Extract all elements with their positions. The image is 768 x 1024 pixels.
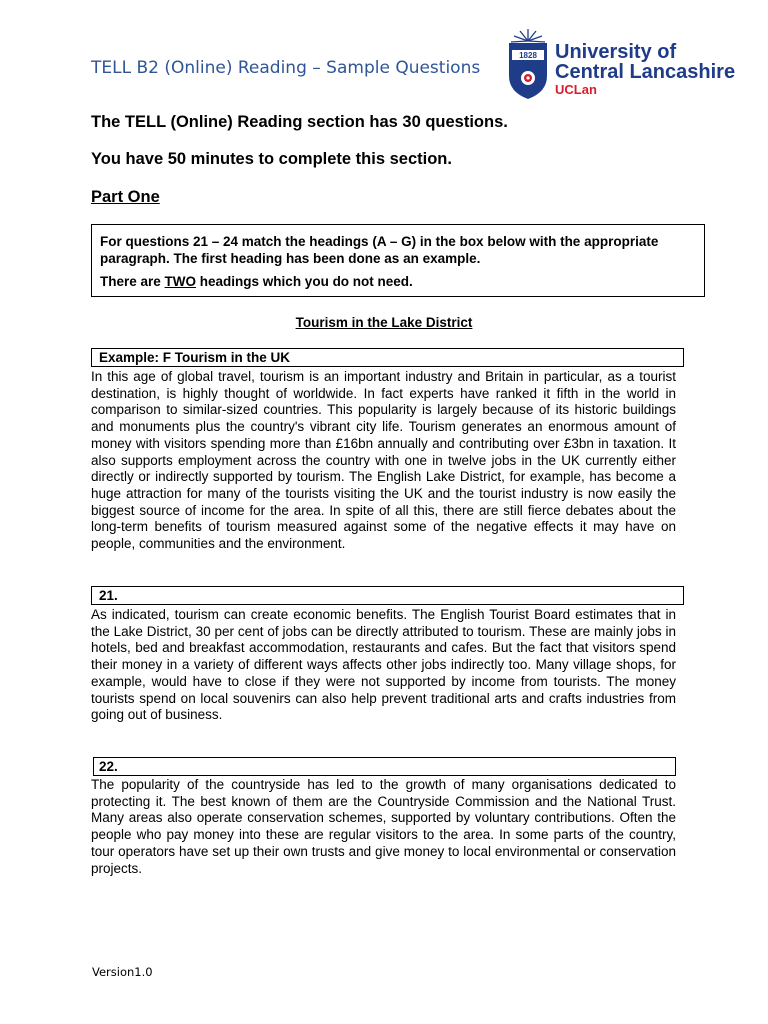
instructions-note-after: headings which you do not need. [196,274,413,289]
logo-line-university-of: University of [555,41,677,63]
uclan-crest-icon [508,28,548,100]
section-paragraph-21 [91,607,676,724]
paragraph-text: As indicated, tourism can create economic benefits. The English Tourist Board estimates that in the Lake District, 30 per cent of jobs can be directly attributed to tourism. These are mainly jobs in hotels, bed and breakfast accommodation, restaurants and cafes. But the fact that visitors spend their money in a variety of different ways affects other jobs indirectly too. Many village shops, for example, would have to close if they were not supported by income from tourists. The money tourists spend on local souvenirs can also help prevent traditional arts and crafts industries from going out of business. [91,607,676,723]
section-paragraph-22 [91,777,676,877]
crest-year-label [512,50,544,60]
logo-line-uclan: UCLan [555,82,597,97]
part-title: Part One [91,188,160,206]
uclan-logo [508,28,738,100]
document-header-title: TELL B2 (Online) Reading – Sample Questions [91,58,481,78]
logo-line-central-lancashire: Central Lancashire [555,61,736,83]
instructions-text: For questions 21 – 24 match the headings (A – G) in the box below with the appropriate paragraph. The first heading has been done as an example. [100,234,659,266]
instructions-note-before: There are [100,274,165,289]
crest-year-text: 1828 [519,51,537,60]
instructions-note [100,273,696,290]
section-heading-example: Example: F Tourism in the UK [91,348,684,367]
paragraph-text: The popularity of the countryside has led to the growth of many organisations dedicated to protecting it. The best known of them are the Countryside Commission and the National Trust. Many areas also operate conservation schemes, supported by voluntary contributions. Often the people who pay money into these are regular visitors to the area. In some parts of the country, tour operators have set up their own trusts and give money to local environmental or conservation projects. [91,777,676,876]
instructions-note-emphasis: TWO [164,274,197,289]
instructions-box [91,224,705,297]
section-paragraph-example [91,369,676,553]
reading-text-title: Tourism in the Lake District [295,315,473,330]
intro-time-limit: You have 50 minutes to complete this section. [91,150,452,168]
uclan-wordmark [555,42,735,98]
section-heading-21: 21. [91,586,684,605]
intro-question-count: The TELL (Online) Reading section has 30 questions. [91,113,508,131]
footer-version: Version1.0 [92,965,153,979]
section-heading-22: 22. [93,757,676,776]
paragraph-text: In this age of global travel, tourism is an important industry and Britain in particular, as a tourist destination, is highly thought of worldwide. In fact experts have ranked it fifth in the world in comparison to similar-sized countries. This popularity is largely because of its historic buildings and monuments plus the country's vibrant city life. Tourism generates an enormous amount of money with visitors spending more than £16bn annually and contributing over £3bn in taxation. It also supports employment across the country with one in twelve jobs in the UK currently either directly or indirectly supported by tourism. The English Lake District, for example, has become a huge attraction for many of the tourists visiting the UK and the tourist industry is now easily the biggest source of income for the area. In spite of all this, there are still fierce debates about the long-term benefits of tourism measured against some of the negative effects it may have on people, communities and the environment. [91,369,676,552]
